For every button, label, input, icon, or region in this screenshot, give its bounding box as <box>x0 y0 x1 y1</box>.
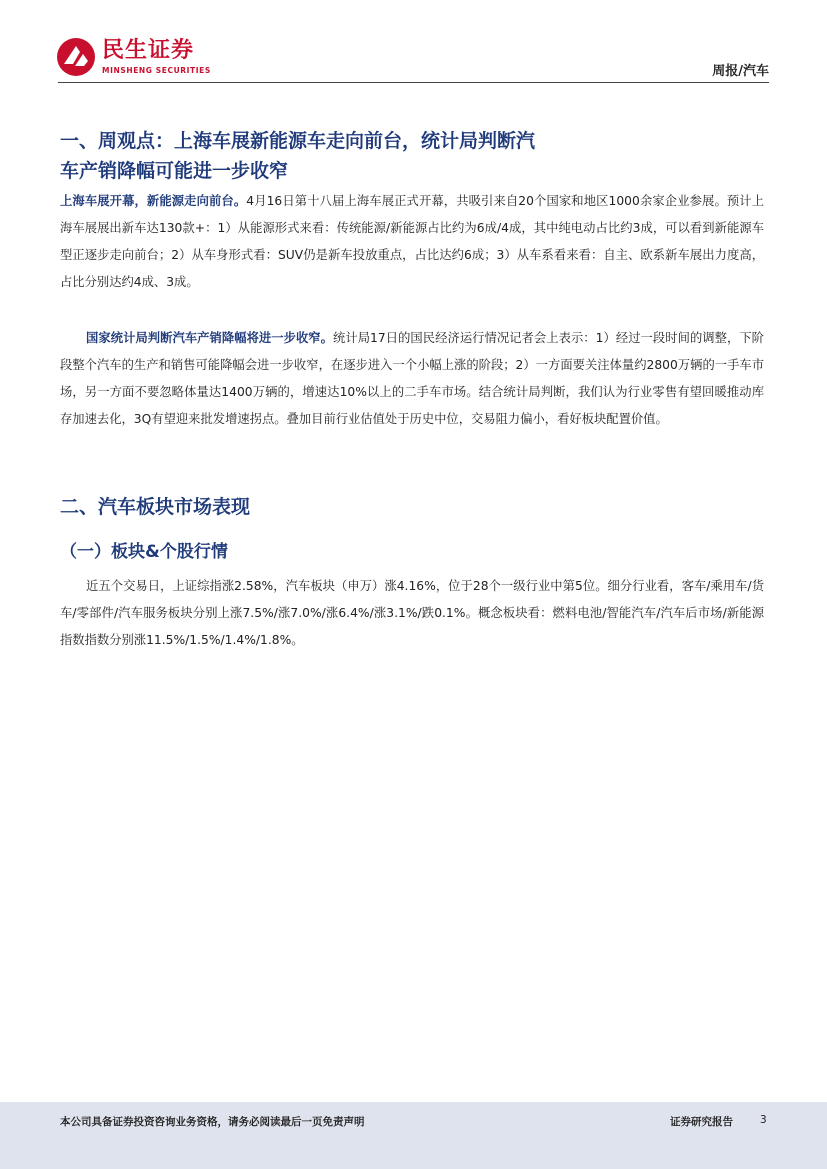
section1-title <box>60 126 760 186</box>
section1-title-line2: 车产销降幅可能进一步收窄 <box>60 160 289 182</box>
paragraph2-body: 统计局17日的国民经济运行情况记者会上表示：1）经过一段时间的调整，下阶段整个汽车的生产和销售可能降幅会进一步收窄，在逐步进入一个小幅上涨的阶段；2）一方面要关注体量约2800万辆的一手车市场，另一方面不要忽略体量达1400万辆的，增速达10%以上的二手车市场。结合统计局判断，我们认为行业零售有望回暖推动库存加速去化，3Q有望迎来批发增速拐点。叠加目前行业估值处于历史中位，交易阻力偏小，看好板块配置价值。 <box>60 331 764 426</box>
section1-title-line1: 一、周观点：上海车展新能源车走向前台，统计局判断汽 <box>60 130 536 152</box>
page-header <box>0 0 827 90</box>
section2-paragraph-body: 近五个交易日，上证综指涨2.58%，汽车板块（申万）涨4.16%，位于28个一级行业中第5位。细分行业看，客车/乘用车/货车/零部件/汽车服务板块分别上涨7.5%/涨7.0%/涨6.4%/涨3.1%/跌0.1%。概念板块看：燃料电池/智能汽车/汽车后市场/新能源指数指数分别涨11.5%/1.5%/1.4%/1.8%。 <box>60 579 764 647</box>
logo-english-name: MINSHENG SECURITIES <box>102 66 211 75</box>
section1-paragraph1 <box>60 188 764 296</box>
page-footer <box>0 1102 827 1169</box>
section1-paragraph2 <box>60 325 764 433</box>
section2-paragraph <box>60 573 764 654</box>
report-category-tag: 周报/汽车 <box>712 64 769 79</box>
section2-title: 二、汽车板块市场表现 <box>60 496 251 518</box>
footer-page-number: 3 <box>760 1114 767 1126</box>
paragraph1-lead: 上海车展开幕，新能源走向前台。 <box>60 194 247 208</box>
footer-report-type: 证券研究报告 <box>670 1116 733 1128</box>
minsheng-logo-icon <box>56 37 96 77</box>
paragraph1-body: 4月16日第十八届上海车展正式开幕，共吸引来自20个国家和地区1000余家企业参展。预计上海车展展出新车达130款+：1）从能源形式来看：传统能源/新能源占比约为6成/4成，其中纯电动占比约3成，可以看到新能源车型正逐步走向前台；2）从车身形式看：SUV仍是新车投放重点，占比达约6成；3）从车系看来看：自主、欧系新车展出力度高，占比分别达约4成、3成。 <box>60 194 764 289</box>
section2-subtitle: （一）板块&个股行情 <box>60 542 228 562</box>
logo-chinese-name: 民生证券 <box>102 38 195 63</box>
paragraph2-lead: 国家统计局判断汽车产销降幅将进一步收窄。 <box>86 331 333 345</box>
header-divider <box>58 82 769 83</box>
footer-disclaimer: 本公司具备证券投资咨询业务资格，请务必阅读最后一页免责声明 <box>60 1116 365 1128</box>
